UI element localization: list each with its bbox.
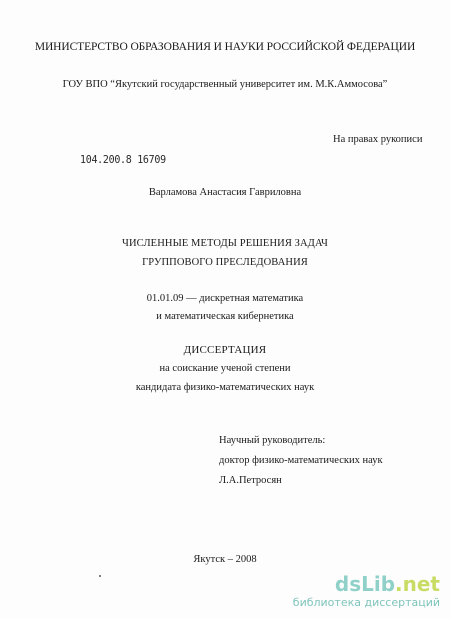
specialty-line-1: 01.01.09 — дискретная математика [146,293,304,304]
archive-stamp: 104.200.8 16709 [80,154,166,167]
degree-line-2: кандидата физико-математических наук [135,382,315,393]
watermark[interactable] [280,574,440,614]
scan-speck [99,575,101,577]
watermark-logo-main: dsLib [334,572,396,596]
watermark-logo[interactable] [335,574,440,594]
specialty-line-2: и математическая кибернетика [156,311,294,322]
thesis-title-line-2: ГРУППОВОГО ПРЕСЛЕДОВАНИЯ [142,257,308,268]
ministry-header: МИНИСТЕРСТВО ОБРАЗОВАНИЯ И НАУКИ РОССИЙСКОЙ ФЕДЕРАЦИИ [34,41,416,53]
supervisor-label: Научный руководитель: [219,435,326,446]
city-year: Якутск – 2008 [193,554,257,565]
university-name: ГОУ ВПО “Якутский государственный университет им. М.К.Аммосова” [62,79,388,90]
thesis-title-line-1: ЧИСЛЕННЫЕ МЕТОДЫ РЕШЕНИЯ ЗАДАЧ [122,238,328,249]
supervisor-degree: доктор физико-математических наук [219,455,383,466]
watermark-logo-tld: .net [395,572,440,596]
watermark-subtitle: библиотека диссертаций [292,596,440,609]
work-type: ДИССЕРТАЦИЯ [183,344,267,356]
degree-line-1: на соискание ученой степени [159,363,291,374]
supervisor-name: Л.А.Петросян [219,475,282,486]
rights-note: На правах рукописи [333,134,423,145]
author-name: Варламова Анастасия Гавриловна [148,187,302,198]
